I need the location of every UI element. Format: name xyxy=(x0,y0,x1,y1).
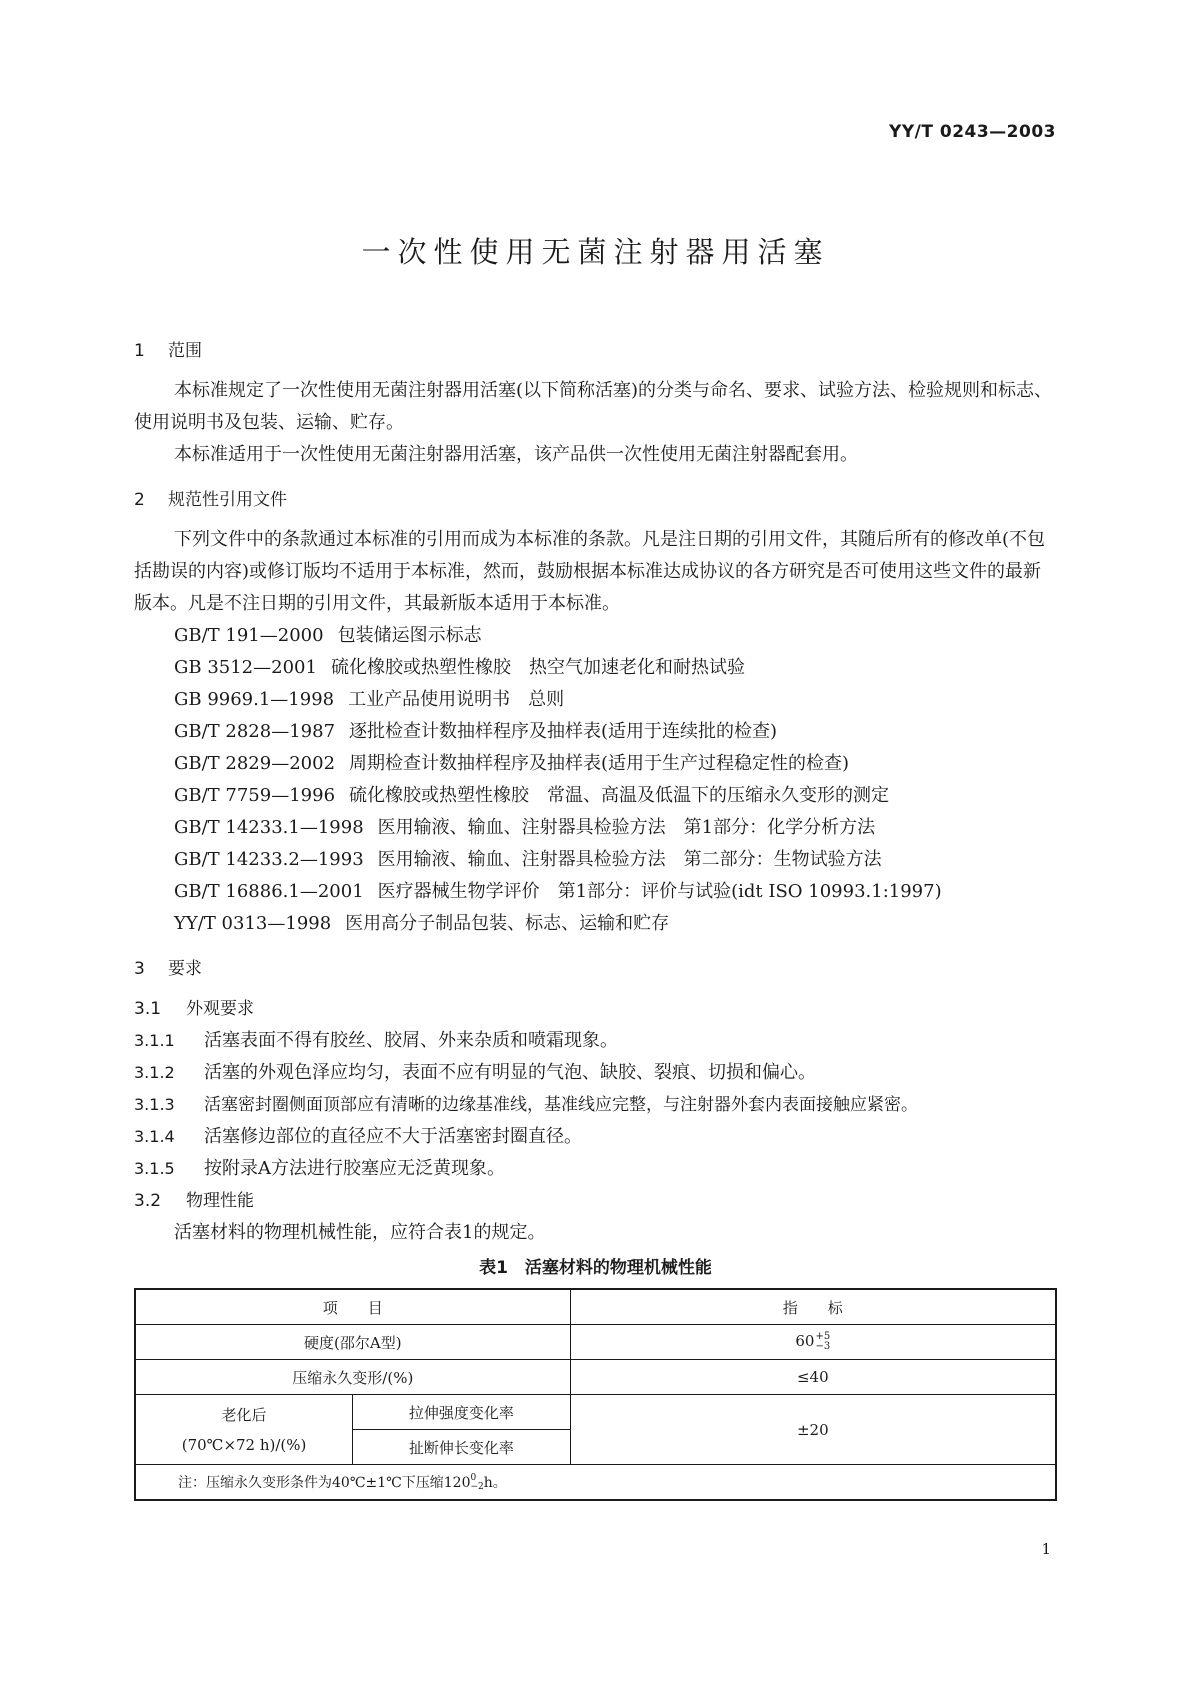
reference-item xyxy=(134,844,1057,876)
section-2-heading xyxy=(134,485,1057,510)
aging-label-line2: (70℃×72 h)/(%) xyxy=(181,1435,307,1454)
page-number: 1 xyxy=(1041,1540,1051,1558)
reference-item xyxy=(134,748,1057,780)
note-lower-tolerance: −2 xyxy=(470,1482,484,1492)
reference-code: GB/T 14233.2—1993 xyxy=(174,849,364,870)
reference-title: 周期检查计数抽样程序及抽样表(适用于生产过程稳定性的检查) xyxy=(349,753,850,774)
compression-value: ≤40 xyxy=(570,1360,1056,1395)
header-value: 指 标 xyxy=(570,1289,1056,1325)
table-row xyxy=(135,1360,1056,1395)
hardness-label: 硬度(邵尔A型) xyxy=(135,1325,570,1360)
paragraph: 活塞材料的物理机械性能，应符合表1的规定。 xyxy=(174,1222,546,1243)
aging-value: ±20 xyxy=(570,1395,1056,1465)
subsection-title: 外观要求 xyxy=(186,999,254,1019)
clause-number: 3.1.4 xyxy=(134,1127,175,1146)
clause-text: 活塞的外观色泽应均匀，表面不应有明显的气泡、缺胶、裂痕、切损和偏心。 xyxy=(204,1062,816,1083)
reference-code: GB 3512—2001 xyxy=(174,657,317,678)
properties-table xyxy=(134,1288,1057,1501)
section-number: 1 xyxy=(134,341,145,361)
clause-text: 活塞修边部位的直径应不大于活塞密封圈直径。 xyxy=(204,1126,582,1147)
reference-item xyxy=(134,812,1057,844)
clause-text: 活塞密封圈侧面顶部应有清晰的边缘基准线，基准线应完整，与注射器外套内表面接触应紧密。 xyxy=(204,1095,918,1115)
reference-item xyxy=(134,652,1057,684)
reference-code: GB 9969.1—1998 xyxy=(174,689,335,710)
normative-references-list xyxy=(134,620,1057,940)
paragraph: 下列文件中的条款通过本标准的引用而成为本标准的条款。凡是注日期的引用文件，其随后所有的修改单(不包括勘误的内容)或修订版均不适用于本标准，然而，鼓励根据本标准达成协议的各方研究是否可使用这些文件的最新版本。凡是不注日期的引用文件，其最新版本适用于本标准。 xyxy=(134,529,1046,614)
subsection-number: 3.1 xyxy=(134,999,162,1019)
elongation-change-label: 扯断伸长变化率 xyxy=(353,1430,570,1465)
subsection-3-2-heading xyxy=(134,1185,1057,1217)
compression-label: 压缩永久变形/(%) xyxy=(135,1360,570,1395)
table-row xyxy=(135,1395,1056,1430)
subsection-number: 3.2 xyxy=(134,1191,162,1211)
standard-code: YY/T 0243—2003 xyxy=(889,122,1056,142)
hardness-value xyxy=(570,1325,1056,1360)
section-title: 规范性引用文件 xyxy=(168,490,287,510)
note-prefix: 注：压缩永久变形条件为40℃±1℃下压缩120 xyxy=(178,1475,471,1491)
reference-item xyxy=(134,716,1057,748)
reference-title: 工业产品使用说明书 总则 xyxy=(348,689,565,710)
clause xyxy=(134,1057,1057,1089)
reference-item xyxy=(134,876,1057,908)
reference-code: YY/T 0313—1998 xyxy=(174,913,332,934)
reference-title: 医用高分子制品包装、标志、运输和贮存 xyxy=(345,913,670,934)
clause xyxy=(134,1025,1057,1057)
clause-text: 活塞表面不得有胶丝、胶屑、外来杂质和喷霜现象。 xyxy=(204,1030,618,1051)
clause-number: 3.1.2 xyxy=(134,1063,175,1082)
table-note xyxy=(135,1465,1056,1501)
tensile-change-label: 拉伸强度变化率 xyxy=(353,1395,570,1430)
table-header-row xyxy=(135,1289,1056,1325)
hardness-upper-tolerance: +5 xyxy=(815,1331,831,1342)
section-3-heading xyxy=(134,954,1057,979)
reference-title: 硫化橡胶或热塑性橡胶 常温、高温及低温下的压缩永久变形的测定 xyxy=(349,785,890,806)
reference-item xyxy=(134,620,1057,652)
reference-code: GB/T 2828—1987 xyxy=(174,721,336,742)
paragraph: 本标准适用于一次性使用无菌注射器用活塞，该产品供一次性使用无菌注射器配套用。 xyxy=(174,444,858,465)
reference-item xyxy=(134,780,1057,812)
reference-code: GB/T 2829—2002 xyxy=(174,753,336,774)
document-body xyxy=(134,336,1057,1501)
reference-title: 逐批检查计数抽样程序及抽样表(适用于连续批的检查) xyxy=(349,721,778,742)
clause xyxy=(134,1121,1057,1153)
note-suffix: h。 xyxy=(483,1475,507,1491)
reference-code: GB/T 191—2000 xyxy=(174,625,324,646)
paragraph: 本标准规定了一次性使用无菌注射器用活塞(以下简称活塞)的分类与命名、要求、试验方法、检验规则和标志、使用说明书及包装、运输、贮存。 xyxy=(134,380,1053,433)
table-caption: 表1 活塞材料的物理机械性能 xyxy=(479,1258,712,1278)
section-title: 要求 xyxy=(168,959,202,979)
header-item: 项 目 xyxy=(135,1289,570,1325)
note-upper-tolerance: 0 xyxy=(470,1473,477,1483)
reference-title: 硫化橡胶或热塑性橡胶 热空气加速老化和耐热试验 xyxy=(330,657,745,678)
clause-number: 3.1.3 xyxy=(134,1095,175,1114)
subsection-title: 物理性能 xyxy=(186,1191,254,1211)
reference-title: 包装储运图示标志 xyxy=(337,625,482,646)
section-number: 2 xyxy=(134,490,145,510)
section-number: 3 xyxy=(134,959,145,979)
reference-title: 医用输液、输血、注射器具检验方法 第二部分：生物试验方法 xyxy=(377,849,882,870)
clause-number: 3.1.1 xyxy=(134,1031,175,1050)
reference-code: GB/T 7759—1996 xyxy=(174,785,336,806)
table-row xyxy=(135,1325,1056,1360)
clause-text: 按附录A方法进行胶塞应无泛黄现象。 xyxy=(204,1158,505,1179)
aging-label-line1: 老化后 xyxy=(221,1405,267,1424)
aging-label xyxy=(135,1395,353,1465)
section-title: 范围 xyxy=(168,341,202,361)
reference-item xyxy=(134,684,1057,716)
hardness-base: 60 xyxy=(795,1332,815,1350)
subsection-3-1-heading xyxy=(134,993,1057,1025)
hardness-lower-tolerance: −3 xyxy=(815,1341,831,1352)
clause-number: 3.1.5 xyxy=(134,1159,175,1178)
reference-item xyxy=(134,908,1057,940)
document-title: 一次性使用无菌注射器用活塞 xyxy=(361,235,830,269)
section-1-heading xyxy=(134,336,1057,361)
reference-code: GB/T 16886.1—2001 xyxy=(174,881,364,902)
reference-title: 医疗器械生物学评价 第1部分：评价与试验(idt ISO 10993.1:1997) xyxy=(377,881,942,902)
reference-title: 医用输液、输血、注射器具检验方法 第1部分：化学分析方法 xyxy=(377,817,876,838)
table-note-row xyxy=(135,1465,1056,1501)
clause xyxy=(134,1153,1057,1185)
clause xyxy=(134,1089,1057,1121)
reference-code: GB/T 14233.1—1998 xyxy=(174,817,364,838)
